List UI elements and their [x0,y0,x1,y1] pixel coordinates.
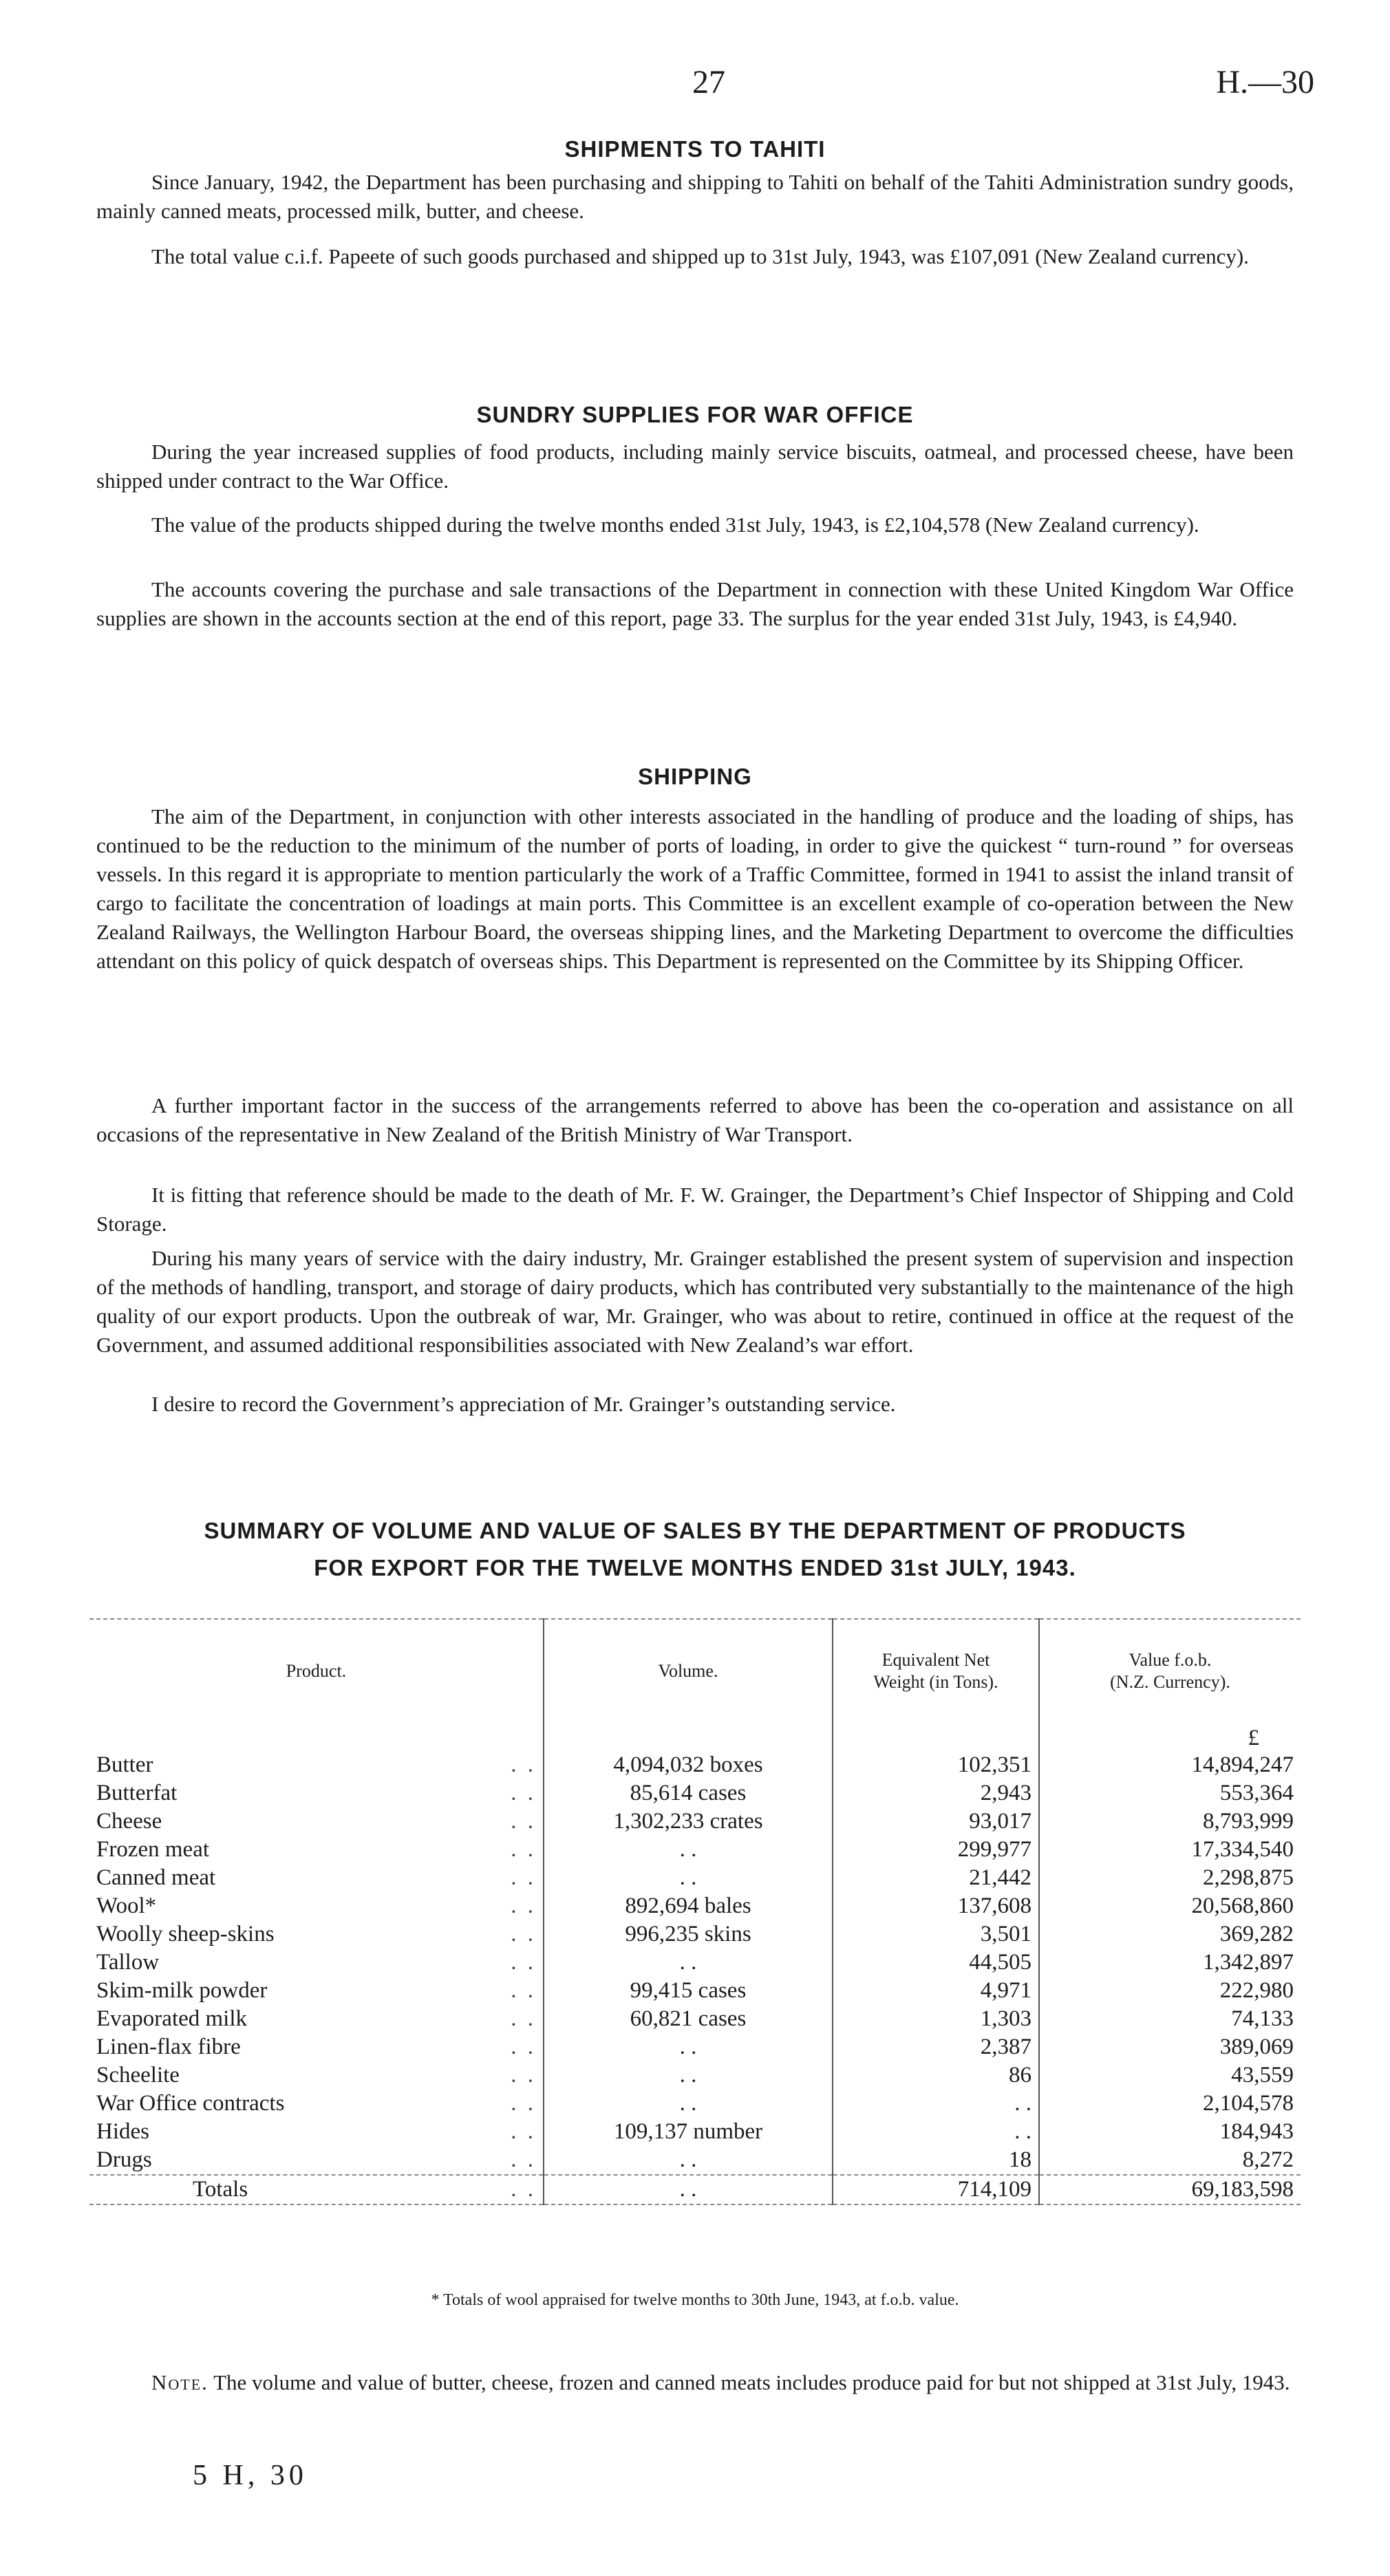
note-text: The volume and value of butter, cheese, frozen and canned meats includes produce paid for but not shipped at 31st July, 1943. [213,2370,1290,2394]
weight-cell: . . [833,2118,1039,2146]
totals-volume: . . [544,2175,833,2204]
volume-cell: 4,094,032 boxes [544,1751,833,1779]
table-row [89,1977,1301,2005]
product-cell [89,2033,544,2061]
volume-cell: 109,137 number [544,2118,833,2146]
table-row [89,2090,1301,2118]
leader-dots: . . [511,1950,536,1975]
tahiti-paragraph-2: The total value c.i.f. Papeete of such goods purchased and shipped up to 31st July, 1943, was £107,091 (New Zealand currency). [151,244,1249,268]
war-office-paragraph-1: During the year increased supplies of food products, including mainly service biscuits, oatmeal, and processed cheese, have been shipped under contract to the War Office. [96,440,1294,493]
product-name: Drugs [96,2147,152,2172]
product-cell [89,2146,544,2175]
product-name: Tallow [96,1950,160,1975]
table-row [89,1779,1301,1807]
shipping-heading: SHIPPING [638,764,752,789]
product-cell [89,1751,544,1779]
product-name: Linen-flax fibre [96,2035,241,2059]
summary-title-line-1: SUMMARY OF VOLUME AND VALUE OF SALES BY THE DEPARTMENT OF PRODUCTS [204,1518,1186,1543]
volume-cell: . . [544,1836,833,1864]
column-header-product: Product. [89,1619,544,1723]
totals-label: Totals [193,2177,248,2202]
value-cell: 184,943 [1039,2118,1301,2146]
product-name: Skim-milk powder [96,1978,268,2003]
shipping-paragraph-3: It is fitting that reference should be made to the death of Mr. F. W. Grainger, the Department’s Chief Inspector of Shipping and Cold Storage. [96,1183,1294,1236]
volume-cell: 1,302,233 crates [544,1807,833,1836]
value-cell: 1,342,897 [1039,1949,1301,1977]
table-row [89,1920,1301,1949]
leader-dots: . . [511,1809,536,1834]
document-reference: H.—30 [1216,64,1314,100]
product-cell [89,1949,544,1977]
table-row [89,2005,1301,2033]
leader-dots: . . [511,1781,536,1805]
table-row [89,1836,1301,1864]
volume-cell: 85,614 cases [544,1779,833,1807]
table-row [89,1949,1301,1977]
column-header-value [1039,1619,1301,1723]
summary-title-line-2: FOR EXPORT FOR THE TWELVE MONTHS ENDED 31st JULY, 1943. [314,1555,1076,1580]
product-cell [89,2090,544,2118]
product-cell [89,1779,544,1807]
leader-dots: . . [511,2035,536,2059]
weight-cell: 102,351 [833,1751,1039,1779]
value-cell: 389,069 [1039,2033,1301,2061]
weight-cell: 2,387 [833,2033,1039,2061]
volume-cell: 892,694 bales [544,1892,833,1920]
volume-cell: . . [544,1864,833,1892]
product-name: Butter [96,1752,153,1777]
product-name: Woolly sheep-skins [96,1922,275,1946]
totals-row [89,2175,1301,2204]
shipping-paragraph-5: I desire to record the Government’s appreciation of Mr. Grainger’s outstanding service. [151,1392,896,1416]
table-row [89,2061,1301,2090]
weight-cell: 2,943 [833,1779,1039,1807]
product-cell [89,1864,544,1892]
product-name: Wool* [96,1893,157,1918]
product-cell [89,1807,544,1836]
volume-cell: . . [544,1949,833,1977]
currency-symbol: £ [1039,1723,1301,1751]
product-cell [89,2061,544,2090]
shipping-paragraph-2: A further important factor in the success of the arrangements referred to above has been the co-operation and assistance on all occasions of the representative in New Zealand of the British Ministry of War Transport. [96,1093,1294,1146]
weight-cell: 21,442 [833,1864,1039,1892]
table-row [89,2146,1301,2175]
weight-cell: . . [833,2090,1039,2118]
table-row [89,1864,1301,1892]
weight-cell: 4,971 [833,1977,1039,2005]
page-number: 27 [692,64,725,100]
value-cell: 43,559 [1039,2061,1301,2090]
table-row [89,2118,1301,2146]
table-row [89,1892,1301,1920]
column-header-weight [833,1619,1039,1723]
summary-title [89,1512,1301,1587]
volume-cell: . . [544,2061,833,2090]
product-cell [89,2118,544,2146]
weight-cell: 93,017 [833,1807,1039,1836]
note-paragraph [96,2368,1294,2397]
war-office-heading: SUNDRY SUPPLIES FOR WAR OFFICE [476,402,914,427]
leader-dots: . . [511,1837,536,1862]
leader-dots: . . [511,1865,536,1890]
value-cell: 8,272 [1039,2146,1301,2175]
table-header-row [89,1619,1301,1723]
weight-cell: 3,501 [833,1920,1039,1949]
shipping-paragraph-1: The aim of the Department, in conjunction with other interests associated in the handling of produce and the loading of ships, has continued to be the reduction to the minimum of the number of ports of loading, in order to give the quickest “ turn-round ” for overseas vessels. In this regard it is appropriate to mention particularly the work of a Traffic Committee, formed in 1941 to assist the inland transit of cargo to facilitate the concentration of loadings at main ports. This Committee is an excellent example of co-operation between the New Zealand Railways, the Wellington Harbour Board, the overseas shipping lines, and the Marketing Department to overcome the difficulties attendant on this policy of quick despatch of overseas ships. This Department is represented on the Committee by its Shipping Officer. [96,804,1294,973]
tahiti-paragraph-1: Since January, 1942, the Department has been purchasing and shipping to Tahiti on behalf of the Tahiti Administration sundry goods, mainly canned meats, processed milk, butter, and cheese. [96,170,1294,223]
product-cell [89,1977,544,2005]
value-cell: 8,793,999 [1039,1807,1301,1836]
leader-dots: . . [511,1893,536,1918]
product-name: Canned meat [96,1865,216,1890]
leader-dots: . . [511,2091,536,2116]
column-header-weight-line-1: Equivalent Net [881,1650,990,1670]
table-row [89,1807,1301,1836]
printer-signature: 5 H, 30 [193,2460,308,2491]
leader-dots: . . [511,2147,536,2172]
weight-cell: 18 [833,2146,1039,2175]
weight-cell: 137,608 [833,1892,1039,1920]
product-name: Butterfat [96,1781,178,1805]
table-body [89,1723,1301,2175]
value-cell: 222,980 [1039,1977,1301,2005]
leader-dots: . . [511,1752,536,1777]
table-row [89,1751,1301,1779]
weight-cell: 299,977 [833,1836,1039,1864]
war-office-paragraph-3: The accounts covering the purchase and sale transactions of the Department in connection with these United Kingdom War Office supplies are shown in the accounts section at the end of this report, page 33. The surplus for the year ended 31st July, 1943, is £4,940. [96,577,1294,630]
value-cell: 14,894,247 [1039,1751,1301,1779]
leader-dots: . . [511,2006,536,2031]
sales-summary-table [89,1618,1301,2205]
totals-weight: 714,109 [833,2175,1039,2204]
currency-row [89,1723,1301,1751]
totals-dots: . . [511,2177,536,2202]
leader-dots: . . [511,1978,536,2003]
product-name: Evaporated milk [96,2006,248,2031]
volume-cell: 996,235 skins [544,1920,833,1949]
product-name: Frozen meat [96,1837,210,1862]
wool-footnote: * Totals of wool appraised for twelve months to 30th June, 1943, at f.o.b. value. [431,2291,959,2309]
column-header-weight-line-2: Weight (in Tons). [873,1672,998,1692]
product-name: Hides [96,2119,149,2144]
product-name: War Office contracts [96,2091,285,2116]
value-cell: 553,364 [1039,1779,1301,1807]
weight-cell: 1,303 [833,2005,1039,2033]
note-label: Note. [151,2370,208,2394]
value-cell: 2,298,875 [1039,1864,1301,1892]
leader-dots: . . [511,1922,536,1946]
column-header-volume: Volume. [544,1619,833,1723]
value-cell: 17,334,540 [1039,1836,1301,1864]
product-cell [89,1836,544,1864]
value-cell: 369,282 [1039,1920,1301,1949]
product-cell [89,1920,544,1949]
leader-dots: . . [511,2063,536,2087]
value-cell: 2,104,578 [1039,2090,1301,2118]
totals-label-cell [89,2175,544,2204]
weight-cell: 86 [833,2061,1039,2090]
product-cell [89,1892,544,1920]
value-cell: 20,568,860 [1039,1892,1301,1920]
product-name: Scheelite [96,2063,180,2087]
volume-cell: 99,415 cases [544,1977,833,2005]
table-row [89,2033,1301,2061]
totals-value: 69,183,598 [1039,2175,1301,2204]
leader-dots: . . [511,2119,536,2144]
product-name: Cheese [96,1809,162,1834]
product-cell [89,2005,544,2033]
volume-cell: 60,821 cases [544,2005,833,2033]
weight-cell: 44,505 [833,1949,1039,1977]
value-cell: 74,133 [1039,2005,1301,2033]
column-header-value-line-1: Value f.o.b. [1129,1650,1212,1670]
shipping-paragraph-4: During his many years of service with the dairy industry, Mr. Grainger established the present system of supervision and inspection of the methods of handling, transport, and storage of dairy products, which has contributed very substantially to the maintenance of the high quality of our export products. Upon the outbreak of war, Mr. Grainger, who was about to retire, continued in office at the request of the Government, and assumed additional responsibilities associated with New Zealand’s war effort. [96,1246,1294,1357]
war-office-paragraph-2: The value of the products shipped during the twelve months ended 31st July, 1943, is £2,104,578 (New Zealand currency). [151,513,1199,537]
volume-cell: . . [544,2090,833,2118]
volume-cell: . . [544,2146,833,2175]
column-header-value-line-2: (N.Z. Currency). [1110,1672,1230,1692]
volume-cell: . . [544,2033,833,2061]
tahiti-heading: SHIPMENTS TO TAHITI [564,136,826,162]
